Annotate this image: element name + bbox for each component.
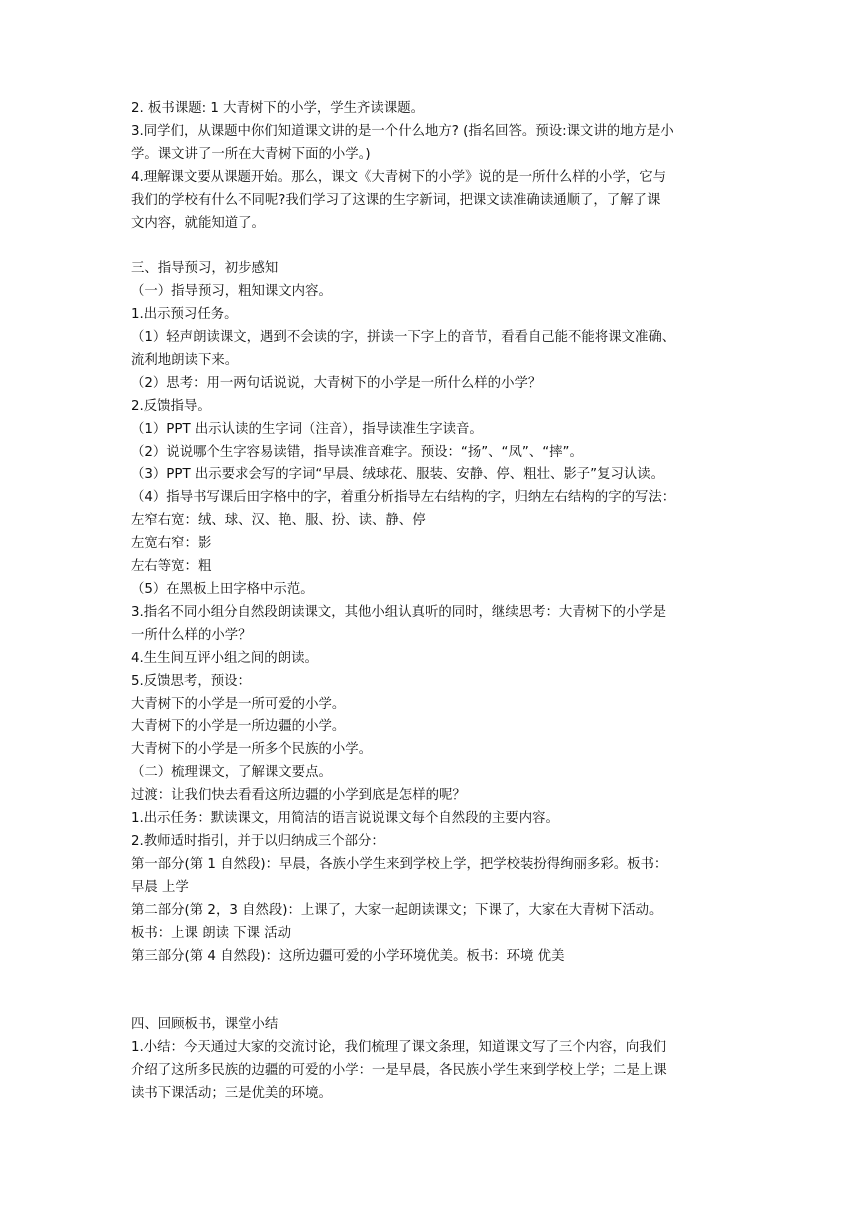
text-line: 过渡：让我们快去看看这所边疆的小学到底是怎样的呢？ [131, 788, 466, 804]
text-line: 1.小结：今天通过大家的交流讨论，我们梳理了课文条理，知道课文写了三个内容，向我们 [131, 1040, 667, 1056]
text-line: 大青树下的小学是一所可爱的小学。 [131, 696, 346, 712]
text-line: （二）梳理课文，了解课文要点。 [131, 765, 332, 781]
text-line: 四、回顾板书，课堂小结 [131, 1017, 279, 1033]
text-line: 左窄右宽：绒、球、汉、艳、服、扮、读、静、停 [131, 513, 426, 529]
text-line: （1）PPT 出示认读的生字词（注音），指导读准生字读音。 [131, 421, 483, 437]
text-line: 我们的学校有什么不同呢?我们学习了这课的生字新词，把课文读准确读通顺了，了解了课 [131, 192, 661, 208]
text-line: 1.出示任务：默读课文，用简洁的语言说说课文每个自然段的主要内容。 [131, 811, 559, 827]
text-line: 读书下课活动；三是优美的环境。 [131, 1085, 332, 1101]
text-line: 板书：上课 朗读 下课 活动 [131, 925, 292, 941]
text-line: 4.理解课文要从课题开始。那么，课文《大青树下的小学》说的是一所什么样的小学，它与 [131, 169, 667, 185]
text-line: 2. 板书课题: 1 大青树下的小学，学生齐读课题。 [131, 101, 424, 116]
text-line: 大青树下的小学是一所多个民族的小学。 [131, 742, 373, 758]
text-line: （3）PPT 出示要求会写的字词“早晨、绒球花、服装、安静、停、粗壮、影子”复习认读。 [131, 467, 665, 483]
text-line: （5）在黑板上田字格中示范。 [131, 582, 314, 598]
text-line: 3.同学们，从课题中你们知道课文讲的是一个什么地方? (指名回答。预设:课文讲的地方是小 [131, 123, 674, 139]
text-line: 5.反馈思考，预设： [131, 673, 251, 689]
text-line: 学。课文讲了一所在大青树下面的小学。) [131, 146, 371, 162]
blank-lines [131, 968, 731, 1014]
text-line: 4.生生间互评小组之间的朗读。 [131, 650, 318, 666]
text-line: 一所什么样的小学？ [131, 627, 252, 643]
text-line: （4）指导书写课后田字格中的字，着重分析指导左右结构的字，归纳左右结构的字的写法： [131, 490, 676, 506]
section-2-block [131, 98, 731, 235]
text-line: （一）指导预习，粗知课文内容。 [131, 284, 332, 300]
text-line: 文内容，就能知道了。 [131, 215, 265, 231]
text-line: （1）轻声朗读课文，遇到不会读的字，拼读一下字上的音节，看看自己能不能将课文准确、 [131, 330, 676, 346]
text-line: 三、指导预习，初步感知 [131, 261, 279, 277]
text-line: 左宽右窄：影 [131, 536, 212, 552]
text-line: 3.指名不同小组分自然段朗读课文，其他小组认真听的同时，继续思考：大青树下的小学是 [131, 604, 667, 620]
text-line: 大青树下的小学是一所边疆的小学。 [131, 719, 346, 735]
text-line: 流利地朗读下来。 [131, 352, 239, 368]
section-3-block [131, 258, 731, 968]
text-line: 2.反馈指导。 [131, 398, 211, 414]
text-line: （2）说说哪个生字容易读错，指导读准音难字。预设：“扬”、“凤”、“摔”。 [131, 444, 583, 460]
text-line: 第二部分(第 2，3 自然段)：上课了，大家一起朗读课文；下课了，大家在大青树下活动。 [131, 902, 663, 918]
text-line: 2.教师适时指引，并于以归纳成三个部分： [131, 833, 385, 849]
text-line: 1.出示预习任务。 [131, 307, 238, 323]
document-body [131, 98, 731, 1106]
text-line: 早晨 上学 [131, 879, 189, 895]
text-line: 左右等宽：粗 [131, 559, 212, 575]
section-4-block [131, 1014, 731, 1106]
text-line: （2）思考：用一两句话说说，大青树下的小学是一所什么样的小学？ [131, 375, 542, 391]
text-line: 介绍了这所多民族的边疆的可爱的小学：一是早晨，各民族小学生来到学校上学；二是上课 [131, 1063, 667, 1079]
text-line: 第三部分(第 4 自然段)：这所边疆可爱的小学环境优美。板书：环境 优美 [131, 948, 565, 964]
text-line: 第一部分(第 1 自然段)：早晨，各族小学生来到学校上学，把学校装扮得绚丽多彩。板书： [131, 856, 668, 872]
blank-line [131, 235, 731, 258]
